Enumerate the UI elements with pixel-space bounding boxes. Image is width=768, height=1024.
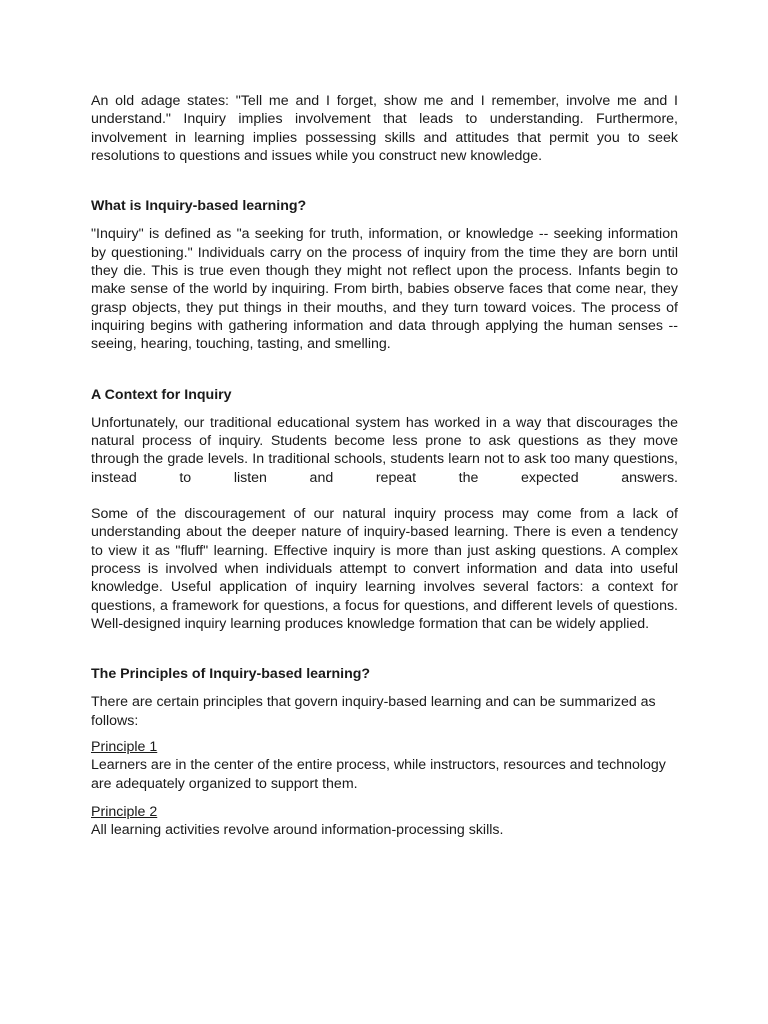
principle-2-text: All learning activities revolve around information-processing skills.: [91, 822, 504, 839]
context-paragraph-1: Unfortunately, our traditional educational system has worked in a way that discourages the natural process of inquiry. Students become less prone to ask questions as they move through the grade levels. In traditional schools, students learn not to ask too many questions, instead to listen and repeat the expected answers.: [91, 414, 678, 486]
principles-intro-paragraph: There are certain principles that govern inquiry-based learning and can be summarized as follows:: [91, 694, 656, 729]
heading-principles: The Principles of Inquiry-based learning?: [91, 666, 371, 683]
what-is-inquiry-paragraph: "Inquiry" is defined as "a seeking for truth, information, or knowledge -- seeking information by questioning." Individuals carry on the process of inquiry from the time they are born until they die. This is true even though they might not reflect upon the process. Infants begin to make sense of the world by inquiring. From birth, babies observe faces that come near, they grasp objects, they put things in their mouths, and they turn toward voices. The process of inquiring begins with gathering information and data through applying the human senses -- seeing, hearing, touching, tasting, and smelling.: [91, 226, 678, 353]
principle-1-label: Principle 1: [91, 739, 158, 756]
document-page: [91, 92, 678, 840]
heading-context-for-inquiry: A Context for Inquiry: [91, 386, 232, 403]
intro-paragraph: An old adage states: "Tell me and I forget, show me and I remember, involve me and I understand." Inquiry implies involvement that leads to understanding. Furthermore, involvement in learning implies possessing skills and attitudes that permit you to seek resolutions to questions and issues while you construct new knowledge.: [91, 93, 678, 164]
principle-item-2: [91, 803, 678, 840]
principle-2-label: Principle 2: [91, 803, 158, 820]
heading-what-is-inquiry: What is Inquiry-based learning?: [91, 198, 307, 215]
principle-1-text: Learners are in the center of the entire process, while instructors, resources and technology are adequately organized to support them.: [91, 757, 666, 792]
context-paragraph-2: Some of the discouragement of our natural inquiry process may come from a lack of understanding about the deeper nature of inquiry-based learning. There is even a tendency to view it as "fluff" learning. Effective inquiry is more than just asking questions. A complex process is involved when individuals attempt to convert information and data into useful knowledge. Useful application of inquiry learning involves several factors: a context for questions, a framework for questions, a focus for questions, and different levels of questions. Well-designed inquiry learning produces knowledge formation that can be widely applied.: [91, 506, 678, 632]
principle-item-1: [91, 738, 678, 793]
